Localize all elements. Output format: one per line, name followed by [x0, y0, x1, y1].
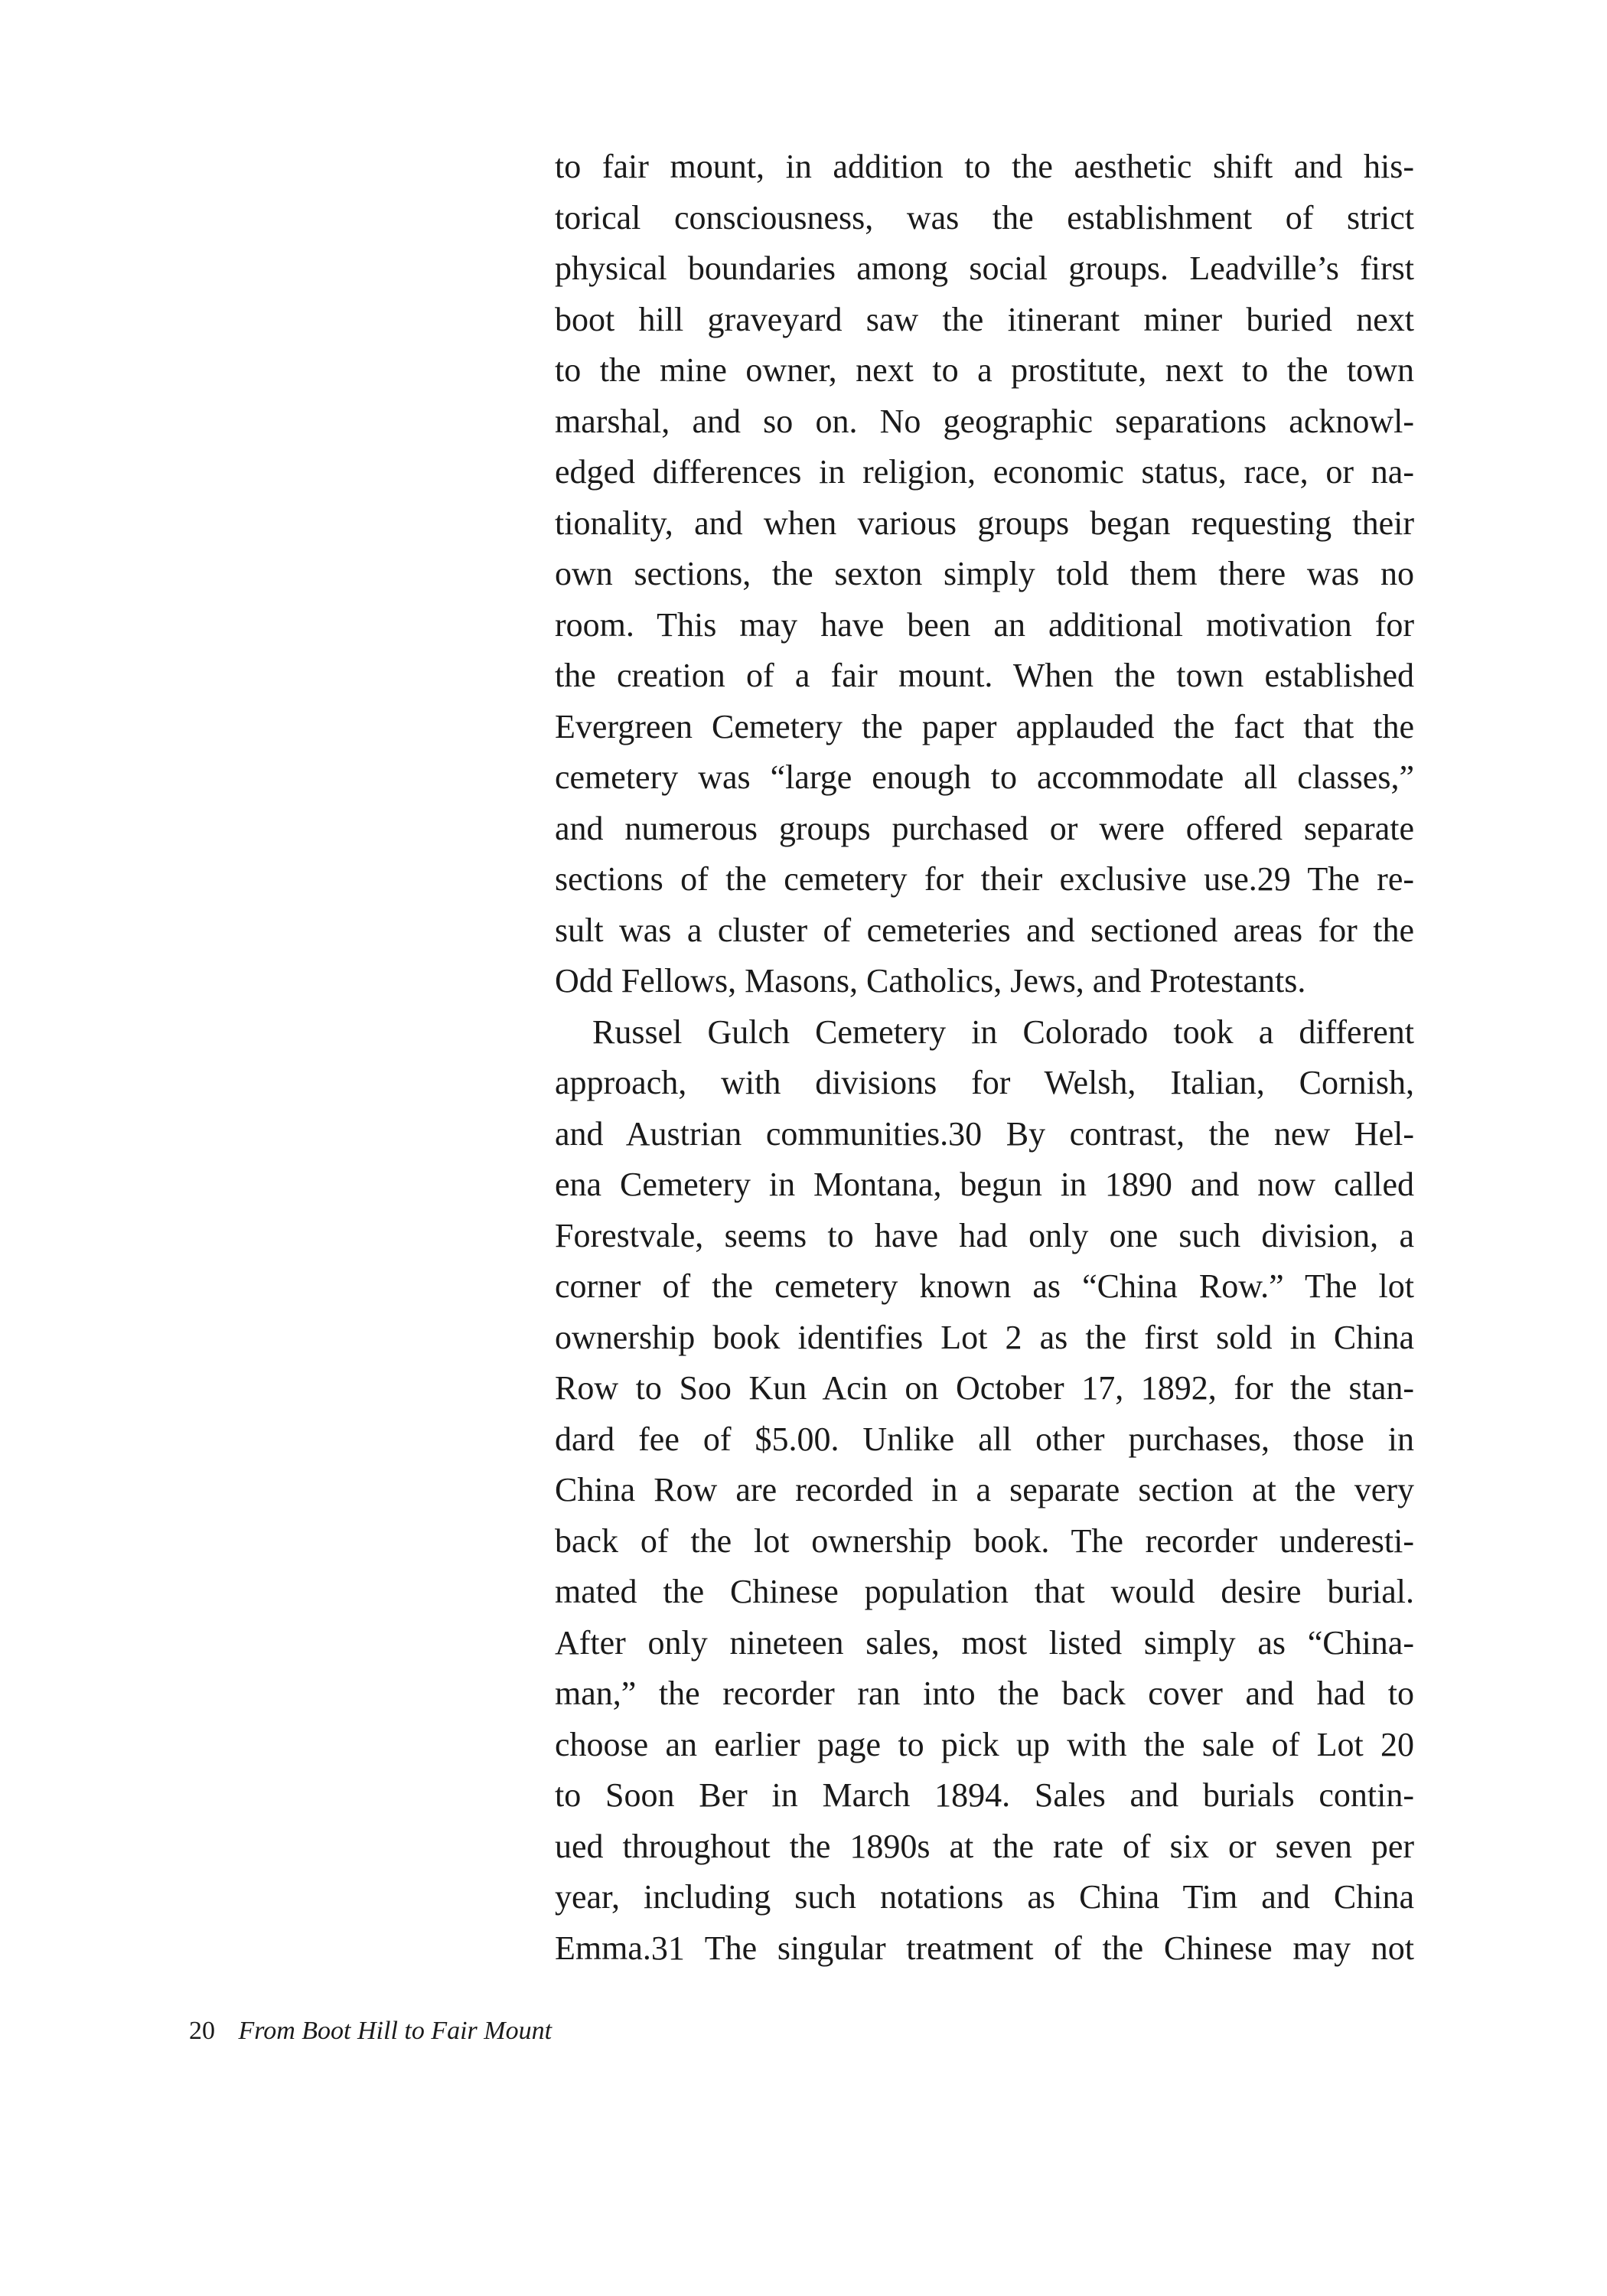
- text-line: tionality, and when various groups began requesting their: [555, 504, 1414, 542]
- text-line: sections of the cemetery for their exclusive use.29 The re-: [555, 860, 1414, 898]
- text-line: choose an earlier page to pick up with the sale of Lot 20: [555, 1725, 1414, 1763]
- text-line: man,” the recorder ran into the back cover and had to: [555, 1675, 1414, 1712]
- text-line: After only nineteen sales, most listed simply as “China-: [555, 1623, 1414, 1662]
- page-footer: [189, 2014, 552, 2048]
- running-title: From Boot Hill to Fair Mount: [238, 2017, 553, 2045]
- text-line: Row to Soo Kun Acin on October 17, 1892, for the stan-: [555, 1369, 1414, 1407]
- text-line: boot hill graveyard saw the itinerant miner buried next: [555, 300, 1414, 338]
- text-line: own sections, the sexton simply told them there was no: [555, 555, 1414, 592]
- text-line: ena Cemetery in Montana, begun in 1890 and now called: [555, 1166, 1414, 1203]
- text-line: Russel Gulch Cemetery in Colorado took a different: [592, 1013, 1414, 1051]
- text-line: sult was a cluster of cemeteries and sectioned areas for the: [555, 911, 1414, 949]
- text-line: ownership book identifies Lot 2 as the first sold in China: [555, 1318, 1414, 1356]
- text-line: the creation of a fair mount. When the town established: [555, 657, 1414, 694]
- text-line: and Austrian communities.30 By contrast, the new Hel-: [555, 1114, 1414, 1153]
- text-line: year, including such notations as China Tim and China: [555, 1878, 1414, 1916]
- text-line: Evergreen Cemetery the paper applauded the fact that the: [555, 707, 1414, 745]
- text-line: marshal, and so on. No geographic separations acknowl-: [555, 402, 1414, 440]
- text-line: Emma.31 The singular treatment of the Chinese may not: [555, 1929, 1414, 1967]
- text-line: back of the lot ownership book. The recorder underesti-: [555, 1521, 1414, 1560]
- text-line: China Row are recorded in a separate section at the very: [555, 1471, 1414, 1508]
- page-number: 20: [189, 2017, 215, 2045]
- text-line: cemetery was “large enough to accommodate all classes,”: [555, 758, 1414, 796]
- text-line: and numerous groups purchased or were offered separate: [555, 809, 1414, 847]
- text-line: to the mine owner, next to a prostitute, next to the town: [555, 351, 1414, 389]
- text-line: ued throughout the 1890s at the rate of six or seven per: [555, 1827, 1414, 1865]
- text-line: corner of the cemetery known as “China Row.” The lot: [555, 1267, 1414, 1305]
- text-line: to Soon Ber in March 1894. Sales and burials contin-: [555, 1776, 1414, 1814]
- text-line: room. This may have been an additional motivation for: [555, 605, 1414, 644]
- text-line: approach, with divisions for Welsh, Italian, Cornish,: [555, 1064, 1414, 1101]
- text-line: to fair mount, in addition to the aesthetic shift and his-: [555, 148, 1414, 185]
- text-line: mated the Chinese population that would desire burial.: [555, 1573, 1414, 1610]
- text-line: dard fee of $5.00. Unlike all other purchases, those in: [555, 1420, 1414, 1458]
- text-line: Odd Fellows, Masons, Catholics, Jews, and Protestants.: [555, 962, 1306, 1000]
- body-text: [555, 142, 1414, 1974]
- text-line: physical boundaries among social groups. Leadville’s first: [555, 249, 1414, 287]
- text-line: edged differences in religion, economic status, race, or na-: [555, 453, 1414, 491]
- text-line: torical consciousness, was the establishment of strict: [555, 198, 1414, 236]
- text-line: Forestvale, seems to have had only one such division, a: [555, 1216, 1414, 1254]
